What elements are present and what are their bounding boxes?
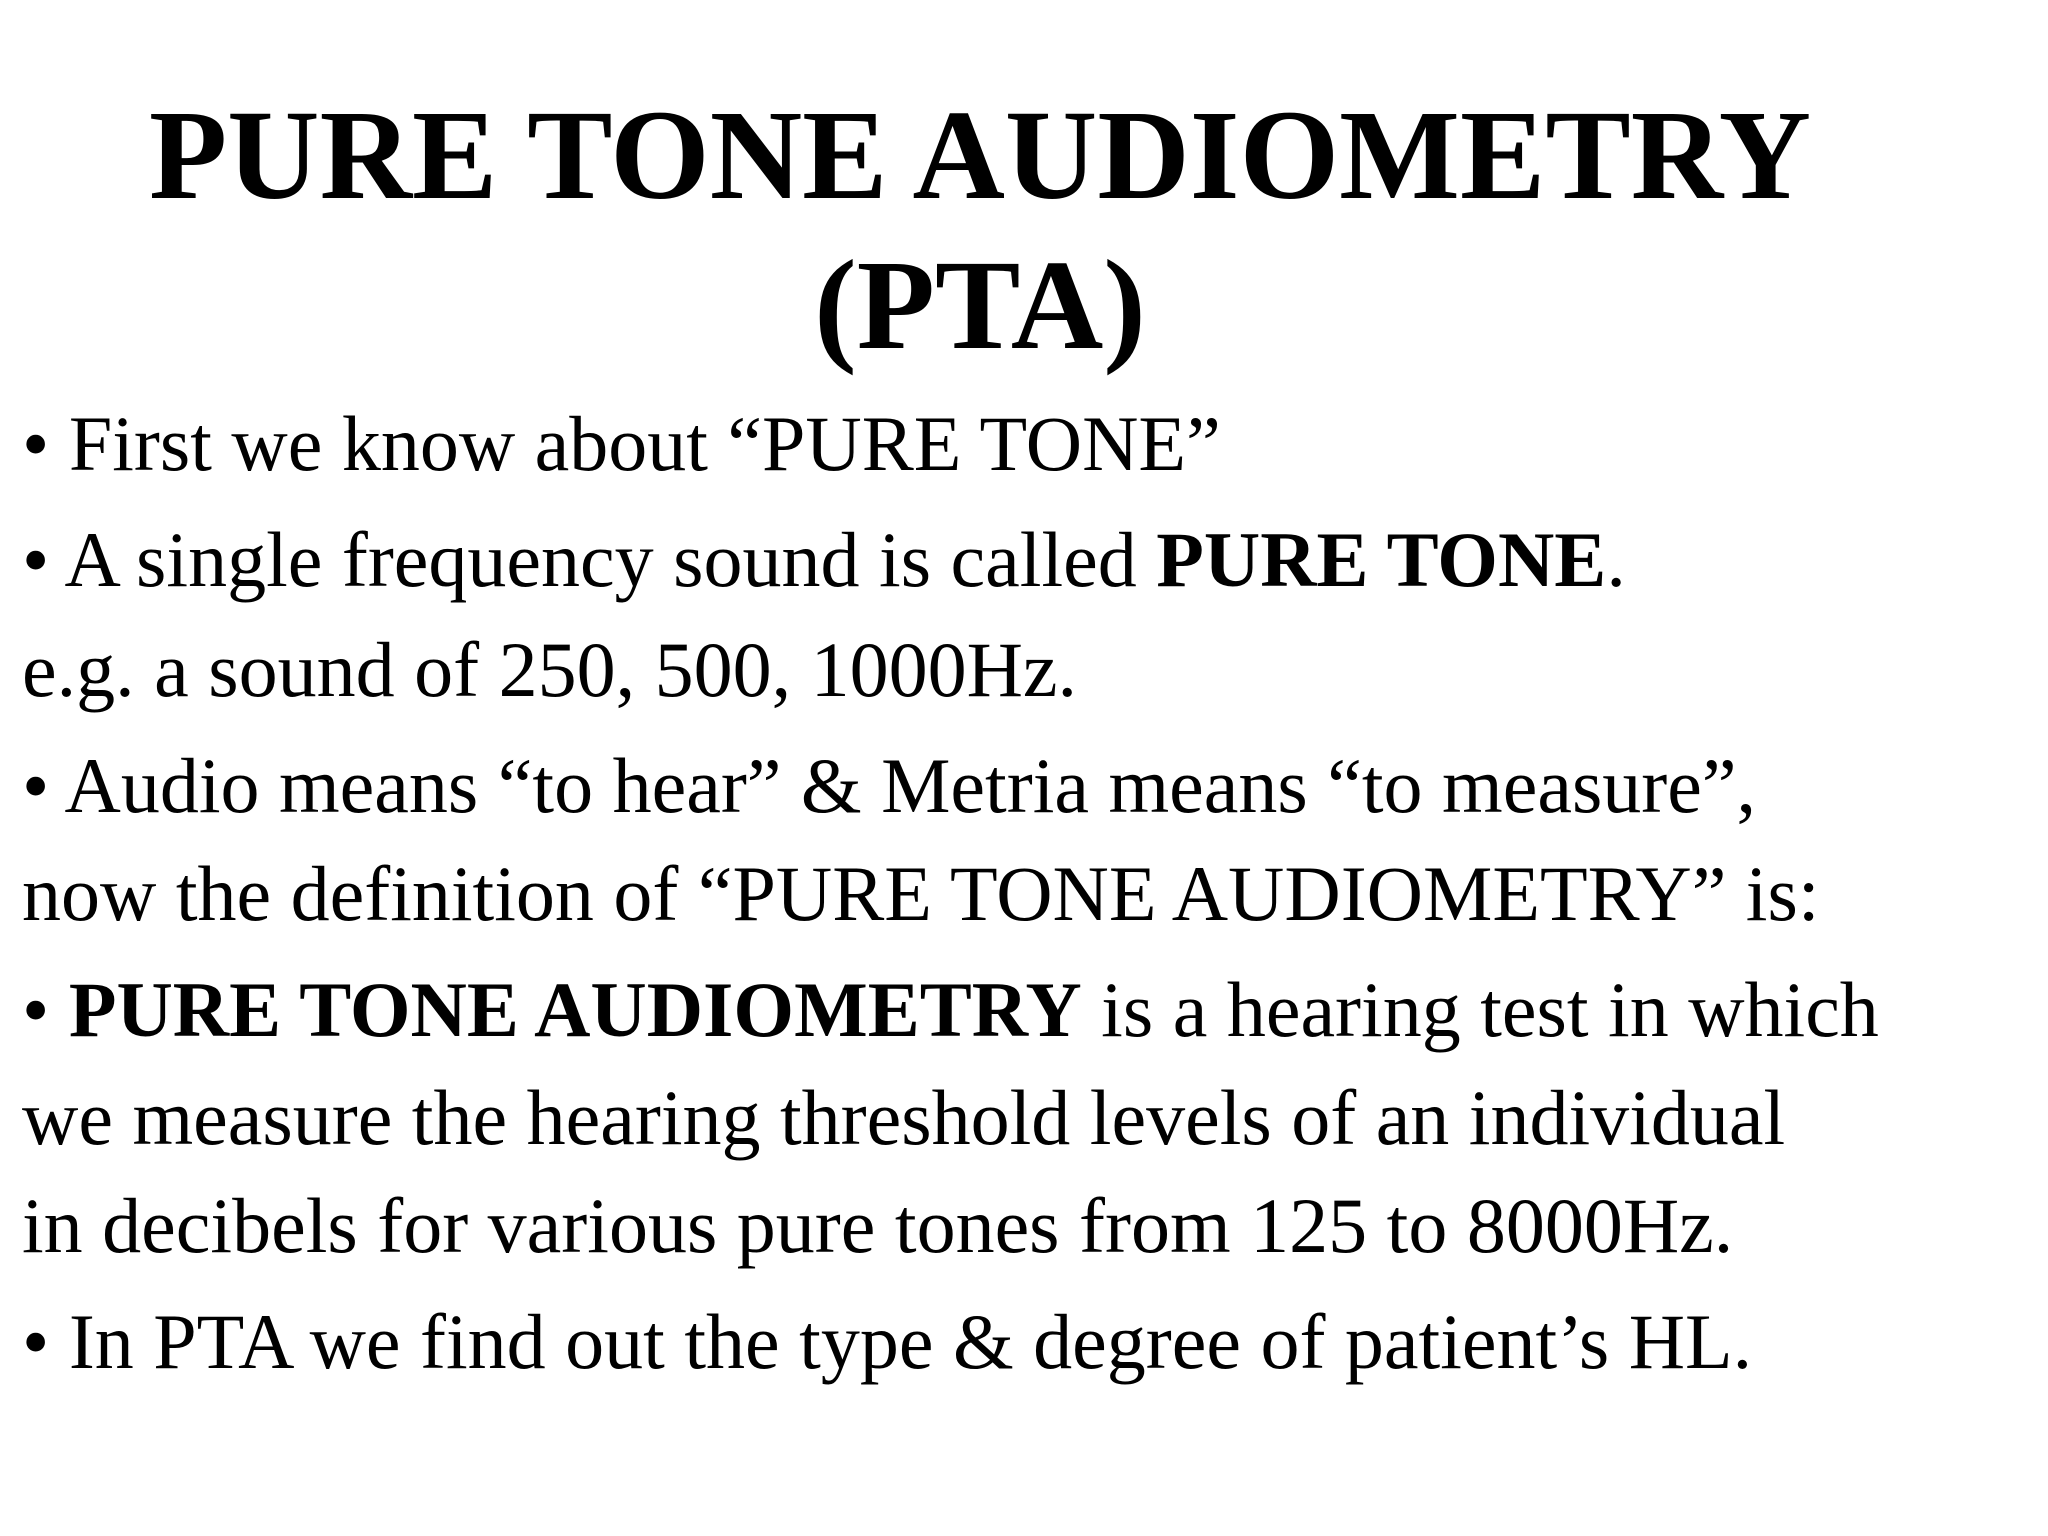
title-line-1: PURE TONE AUDIOMETRY [148, 84, 1812, 226]
bullet-line-1 [22, 956, 2022, 1064]
slide-body [22, 390, 2022, 1404]
slide-title [0, 80, 1960, 380]
bold-term: PURE TONE [1156, 516, 1607, 603]
bullet-pure-tone-definition [22, 506, 2022, 614]
bullet-text: A single frequency sound is called [64, 516, 1157, 603]
bold-term: PURE TONE AUDIOMETRY [68, 966, 1082, 1053]
bullet-marker: • [22, 1298, 50, 1385]
bullet-line-3: in decibels for various pure tones from 125 to 8000Hz. [22, 1182, 1734, 1269]
bullet-marker: • [22, 516, 50, 603]
bullet-text: is a hearing test in which [1081, 966, 1879, 1053]
bullet-text: Audio means “to hear” & Metria means “to measure”, [64, 742, 1757, 829]
title-line-2: (PTA) [814, 234, 1146, 376]
bullet-marker: • [22, 966, 50, 1053]
example-text: e.g. a sound of 250, 500, 1000Hz. [22, 626, 1078, 713]
bullet-marker: • [22, 400, 50, 487]
bullet-pta-definition [22, 956, 2022, 1280]
bullet-pta-purpose [22, 1288, 2022, 1396]
bullet-marker: • [22, 742, 50, 829]
bullet-line-1 [22, 732, 2022, 840]
bullet-audio-metria [22, 732, 2022, 948]
bullet-pure-tone-intro [22, 390, 2022, 498]
bullet-text-end: . [1606, 516, 1626, 603]
bullet-line-2: now the definition of “PURE TONE AUDIOMETRY” is: [22, 850, 1820, 937]
bullet-line-2: we measure the hearing threshold levels of an individual [22, 1074, 1786, 1161]
example-line [22, 616, 2022, 724]
bullet-text: In PTA we find out the type & degree of patient’s HL. [68, 1298, 1753, 1385]
bullet-text: First we know about “PURE TONE” [68, 400, 1221, 487]
